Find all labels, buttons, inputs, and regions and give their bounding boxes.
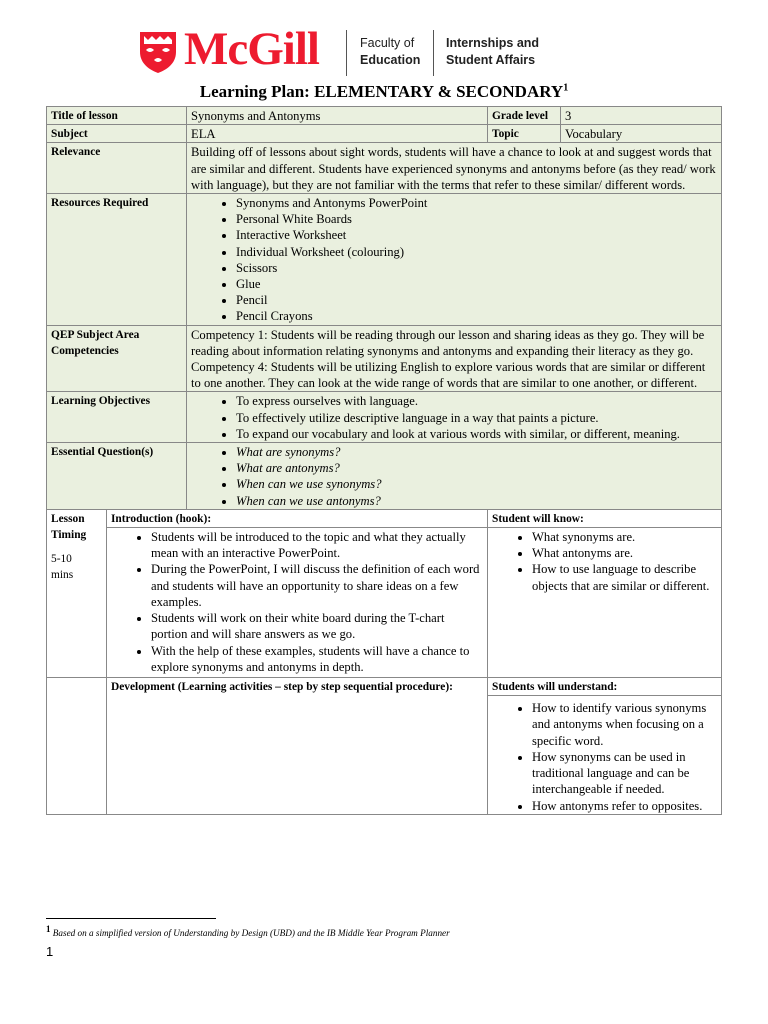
list-item: • Pencil Crayons [236, 308, 717, 324]
relevance-label: Relevance [47, 143, 187, 194]
list-item: • What are antonyms? [236, 460, 717, 476]
mcgill-logo [138, 23, 558, 84]
list-item: • When can we use antonyms? [236, 493, 717, 509]
list-item: • How to use language to describe objects that are similar or different. [532, 561, 717, 593]
objectives-list [191, 393, 717, 442]
list-item: • How synonyms can be used in traditional language and can be interchangeable if needed. [532, 749, 717, 798]
footnote-mark: 1 [46, 924, 51, 934]
mcgill-shield-icon [138, 30, 178, 74]
list-item: • When can we use synonyms? [236, 476, 717, 492]
list-item: • During the PowerPoint, I will discuss the definition of each word and students will have an opportunity to share ideas on a few examples. [151, 561, 483, 610]
list-item: • What are synonyms? [236, 444, 717, 460]
dev-header: Development (Learning activities – step by step sequential procedure): [107, 678, 488, 815]
resources-list [191, 195, 717, 325]
list-item: • Individual Worksheet (colouring) [236, 244, 717, 260]
footnote-ref: 1 [563, 82, 569, 94]
list-item: • Interactive Worksheet [236, 227, 717, 243]
understand-list [492, 700, 717, 813]
relevance-value: Building off of lessons about sight words, students will have a chance to look at and suggest words that are similar and different. Students have experienced synonyms and antonyms before (as they read/ work with language), but they are not familiar with the terms that refer to these similar/ different words. [187, 143, 722, 194]
resources-value [187, 194, 722, 326]
competency-4: Competency 4: Students will be utilizing English to explore various words that are similar or different to one another. They can look at the wide range of words that are similar to one another, or different. [191, 360, 706, 391]
list-item: • Synonyms and Antonyms PowerPoint [236, 195, 717, 211]
list-item: • What antonyms are. [532, 545, 717, 561]
list-item: • With the help of these examples, students will have a chance to explore synonyms and antonyms in depth. [151, 643, 483, 675]
objectives-value [187, 392, 722, 443]
faculty-line2: Education [360, 53, 421, 67]
topic-label: Topic [488, 125, 561, 143]
grade-value: 3 [561, 107, 722, 125]
understand-header: Students will understand: [488, 678, 722, 696]
learning-plan-table [46, 106, 722, 815]
department-line2: Student Affairs [446, 53, 536, 67]
title-label: Title of lesson [47, 107, 187, 125]
list-item: • Glue [236, 276, 717, 292]
competency-1: Competency 1: Students will be reading through our lesson and sharing ideas as they go. They will be reading about information relating synonyms and antonyms and expanding their literacy as they go. [191, 327, 705, 358]
divider [433, 30, 434, 76]
lesson-timing-label: Lesson Timing [51, 512, 87, 542]
objectives-label: Learning Objectives [47, 392, 187, 443]
intro-header: Introduction (hook): [107, 509, 488, 527]
list-item: • To express ourselves with language. [236, 393, 717, 409]
department-label [446, 35, 539, 69]
list-item: • To expand our vocabulary and look at various words with similar, or different, meaning. [236, 426, 717, 442]
intro-cell [107, 528, 488, 678]
list-item: • Personal White Boards [236, 211, 717, 227]
grade-label: Grade level [488, 107, 561, 125]
list-item: • How antonyms refer to opposites. [532, 798, 717, 814]
intro-list [111, 529, 483, 675]
know-list [492, 529, 717, 594]
essential-value [187, 443, 722, 510]
footnote [46, 924, 450, 938]
brand-wordmark: McGill [184, 23, 319, 75]
list-item: • How to identify various synonyms and antonyms when focusing on a specific word. [532, 700, 717, 749]
department-line1: Internships and [446, 36, 540, 50]
list-item: • To effectively utilize descriptive language in a way that paints a picture. [236, 410, 717, 426]
understand-cell [488, 696, 722, 814]
page-title-text: Learning Plan: ELEMENTARY & SECONDARY [199, 82, 564, 101]
footnote-text: Based on a simplified version of Understanding by Design (UBD) and the IB Middle Year Program Planner [52, 928, 450, 939]
essential-list [191, 444, 717, 509]
faculty-line1: Faculty of [360, 36, 415, 50]
subject-label: Subject [47, 125, 187, 143]
list-item: • Students will work on their white board during the T-chart portion and will share answers as we go. [151, 610, 483, 642]
page-title [0, 82, 768, 102]
dev-timing-cell [47, 678, 107, 815]
page-number: 1 [46, 944, 54, 959]
list-item: • Students will be introduced to the topic and what they actually mean with an interactive PowerPoint. [151, 529, 483, 561]
essential-label: Essential Question(s) [47, 443, 187, 510]
list-item: • What synonyms are. [532, 529, 717, 545]
qep-label: QEP Subject Area Competencies [47, 325, 187, 392]
footnote-separator [46, 918, 216, 919]
topic-value: Vocabulary [561, 125, 722, 143]
subject-value: ELA [187, 125, 488, 143]
title-value: Synonyms and Antonyms [187, 107, 488, 125]
know-cell [488, 528, 722, 678]
know-header: Student will know: [488, 509, 722, 527]
lesson-timing-value: 5-10 mins [51, 553, 74, 582]
qep-value [187, 325, 722, 392]
lesson-timing-cell [47, 509, 107, 677]
divider [346, 30, 347, 76]
faculty-label [360, 35, 420, 69]
list-item: • Scissors [236, 260, 717, 276]
resources-label: Resources Required [47, 194, 187, 326]
list-item: • Pencil [236, 292, 717, 308]
